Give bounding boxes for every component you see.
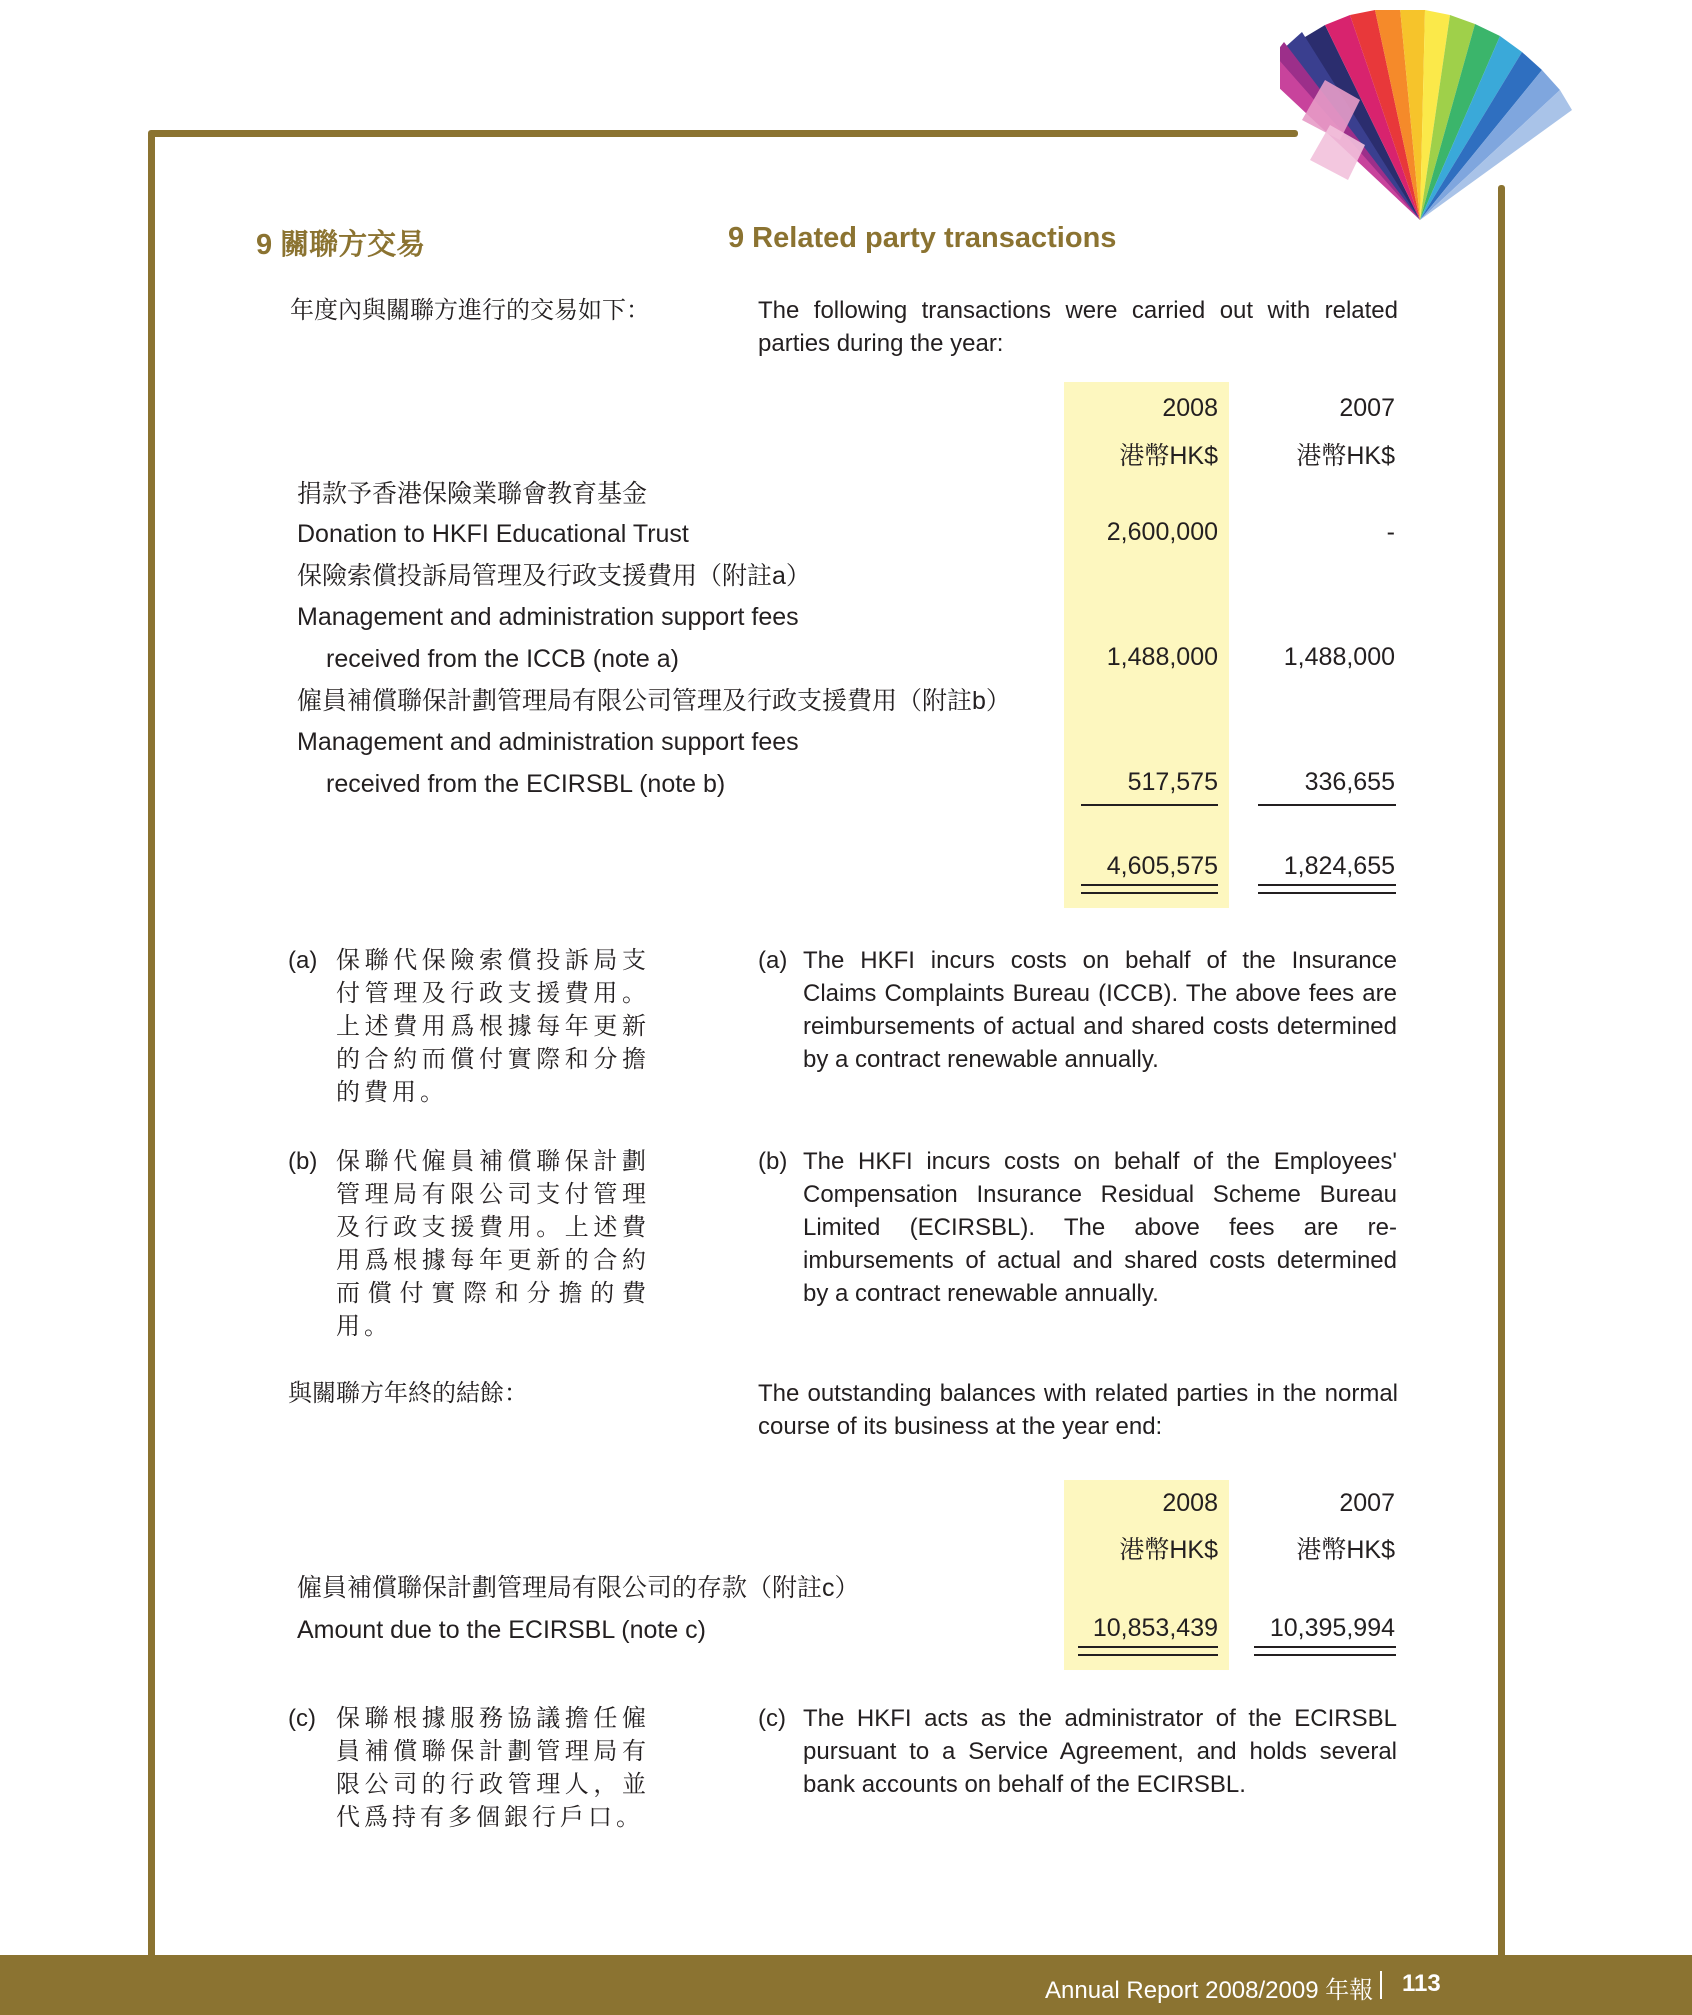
zh-section-title: 9 關聯方交易 [256,229,426,261]
unit-2008-header: 港幣HK$ [1119,442,1218,470]
balances-en-intro: The outstanding balances with related parties in the normal course of its business at the year end: [758,1380,1398,1440]
row3-en-label-line2: received from the ECIRSBL (note b) [326,770,726,798]
balances-year-2008-header: 2008 [1162,1489,1218,1517]
row2-value-2007: 1,488,000 [1283,643,1395,671]
balances-unit-2008-header: 港幣HK$ [1119,1536,1218,1564]
note-c-zh-label: (c) [288,1705,316,1732]
unit-2007-header: 港幣HK$ [1296,442,1395,470]
note-c-en-text: The HKFI acts as the administrator of the ECIRSBL pursuant to a Service Agreement, and holds several bank accounts on behalf of the ECIRSBL. [803,1705,1397,1798]
frame-top-border [148,130,1298,137]
row1-value-2008: 2,600,000 [1106,518,1218,546]
row2-value-2008: 1,488,000 [1106,643,1218,671]
note-c-zh-text: 保聯根據服務協議擔任僱員補償聯保計劃管理局有限公司的行政管理人，並代爲持有多個銀行戶口。 [336,1705,650,1831]
total-2008: 4,605,575 [1106,852,1218,880]
note-b-en-text: The HKFI incurs costs on behalf of the Employees' Compensation Insurance Residual Scheme Bureau Limited (ECIRSBL). The above fees are re-imbursements of actual and shared costs determined by a contract renewable annually. [803,1148,1397,1307]
balances-double-rule-2007 [1254,1646,1396,1656]
row2-zh-label: 保險索償投訴局管理及行政支援費用（附註a） [297,562,811,590]
balances-zh-intro: 與關聯方年終的結餘： [288,1380,528,1407]
row3-zh-label: 僱員補償聯保計劃管理局有限公司管理及行政支援費用（附註b） [297,687,1011,715]
frame-left-border [148,132,155,1962]
balances-year-2007-header: 2007 [1339,1489,1395,1517]
row1-en-label: Donation to HKFI Educational Trust [297,520,689,548]
row1-zh-label: 捐款予香港保險業聯會教育基金 [297,480,648,508]
note-a-en-label: (a) [758,947,788,974]
balances-row-en-label: Amount due to the ECIRSBL (note c) [297,1616,707,1644]
row1-value-2007: - [1386,518,1395,546]
row2-en-label-line1: Management and administration support fees [297,603,799,631]
note-a-zh-text: 保聯代保險索償投訴局支付管理及行政支援費用。上述費用爲根據每年更新的合約而償付實際和分擔的費用。 [336,947,650,1106]
total-2007: 1,824,655 [1283,852,1395,880]
balances-double-rule-2008 [1078,1646,1218,1656]
total-double-rule-2008 [1081,884,1218,894]
note-b-zh-text: 保聯代僱員補償聯保計劃管理局有限公司支付管理及行政支援費用。上述費用爲根據每年更新的合約而償付實際和分擔的費用。 [336,1148,650,1340]
row3-value-2008: 517,575 [1127,768,1218,796]
balances-unit-2007-header: 港幣HK$ [1296,1536,1395,1564]
year-2007-header: 2007 [1339,394,1395,422]
note-c-en-label: (c) [758,1705,786,1732]
year-2008-header: 2008 [1162,394,1218,422]
note-a-en-text: The HKFI incurs costs on behalf of the Insurance Claims Complaints Bureau (ICCB). The above fees are reimbursements of actual and shared costs determined by a contract renewable annually. [803,947,1397,1073]
subtotal-rule-2008 [1081,804,1218,806]
note-b-zh-label: (b) [288,1148,318,1175]
page-number: 113 [1402,1970,1441,1997]
zh-intro: 年度內與關聯方進行的交易如下： [290,297,650,324]
note-b-en-label: (b) [758,1148,788,1175]
frame-right-border [1498,185,1505,1962]
total-double-rule-2007 [1258,884,1396,894]
row3-value-2007: 336,655 [1304,768,1395,796]
en-section-title: 9 Related party transactions [728,222,1117,254]
en-intro: The following transactions were carried out with related parties during the year: [758,297,1398,357]
subtotal-rule-2007 [1258,804,1396,806]
row2-en-label-line2: received from the ICCB (note a) [326,645,679,673]
note-a-zh-label: (a) [288,947,318,974]
footer-title: Annual Report 2008/2009 年報 [1045,1977,1374,2004]
balances-value-2008: 10,853,439 [1092,1614,1218,1642]
row3-en-label-line1: Management and administration support fees [297,728,799,756]
footer-separator [1380,1971,1382,1999]
color-swatch-fan-icon [1280,10,1580,230]
balances-row-zh-label: 僱員補償聯保計劃管理局有限公司的存款（附註c） [297,1574,860,1602]
balances-value-2007: 10,395,994 [1269,1614,1395,1642]
